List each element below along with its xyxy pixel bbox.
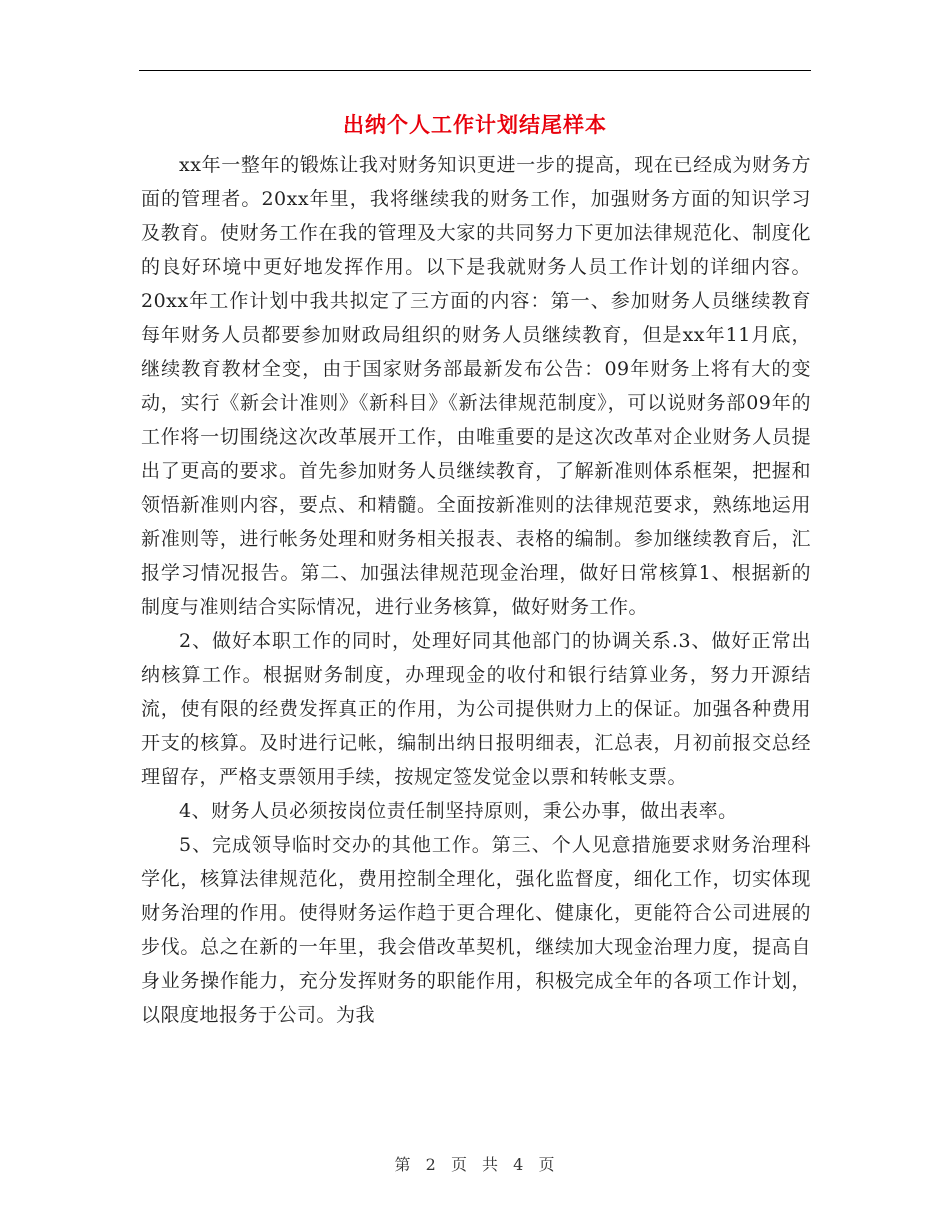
- paragraph-4: 5、完成领导临时交办的其他工作。第三、个人见意措施要求财务治理科学化，核算法律规范化，费用控制全理化，强化监督度，细化工作，切实体现财务治理的作用。使得财务运作趋于更合理化、健康化，更能符合公司进展的步伐。总之在新的一年里，我会借改革契机，继续加大现金治理力度，提高自身业务操作能力，充分发挥财务的职能作用，积极完成全年的各项工作计划，以限度地报务于公司。为我: [141, 834, 811, 1026]
- footer-total-pages: 4: [513, 1155, 525, 1174]
- footer-suffix: 页: [538, 1155, 556, 1174]
- footer-current-page: 2: [425, 1155, 437, 1174]
- footer-total-word: 共: [482, 1155, 500, 1174]
- page-footer: [0, 1152, 950, 1175]
- paragraph-3: 4、财务人员必须按岗位责任制坚持原则，秉公办事，做出表率。: [179, 800, 738, 822]
- footer-prefix: 第: [394, 1155, 412, 1174]
- footer-page-word: 页: [450, 1155, 468, 1174]
- paragraph-2: 2、做好本职工作的同时，处理好同其他部门的协调关系.3、做好正常出纳核算工作。根据财务制度，办理现金的收付和银行结算业务，努力开源结流，使有限的经费发挥真正的作用，为公司提供财力上的保证。加强各种费用开支的核算。及时进行记帐，编制出纳日报明细表，汇总表，月初前报交总经理留存，严格支票领用手续，按规定签发觉金以票和转帐支票。: [141, 630, 811, 788]
- document-title: 出纳个人工作计划结尾样本: [343, 112, 607, 137]
- document-body: [141, 148, 811, 1032]
- header-divider: [139, 70, 811, 71]
- paragraph-1: xx年一整年的锻炼让我对财务知识更进一步的提高，现在已经成为财务方面的管理者。20xx年里，我将继续我的财务工作，加强财务方面的知识学习及教育。使财务工作在我的管理及大家的共同努力下更加法律规范化、制度化的良好环境中更好地发挥作用。以下是我就财务人员工作计划的详细内容。20xx年工作计划中我共拟定了三方面的内容：第一、参加财务人员继续教育每年财务人员都要参加财政局组织的财务人员继续教育，但是xx年11月底，继续教育教材全变，由于国家财务部最新发布公告：09年财务上将有大的变动，实行《新会计准则》《新科目》《新法律规范制度》，可以说财务部09年的工作将一切围绕这次改革展开工作，由唯重要的是这次改革对企业财务人员提出了更高的要求。首先参加财务人员继续教育，了解新准则体系框架，把握和领悟新准则内容，要点、和精髓。全面按新准则的法律规范要求，熟练地运用新准则等，进行帐务处理和财务相关报表、表格的编制。参加继续教育后，汇报学习情况报告。第二、加强法律规范现金治理，做好日常核算1、根据新的制度与准则结合实际情况，进行业务核算，做好财务工作。: [141, 154, 811, 618]
